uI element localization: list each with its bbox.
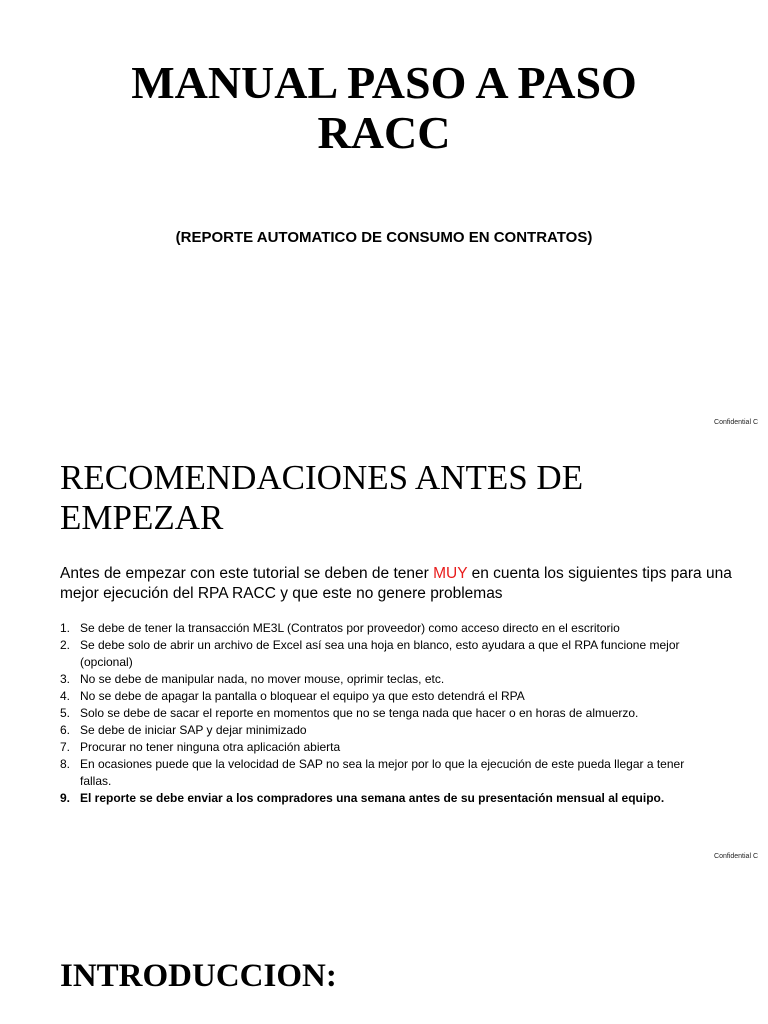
intro-text-start: Antes de empezar con este tutorial se deben de tener	[60, 565, 434, 582]
list-item	[60, 705, 710, 722]
slide-recommendations	[0, 432, 768, 864]
list-number: 3.	[60, 672, 71, 686]
list-number: 9.	[60, 791, 71, 805]
list-text: En ocasiones puede que la velocidad de SAP no sea la mejor por lo que la ejecución de este pueda llegar a tener fallas.	[80, 757, 685, 788]
list-text: No se debe de apagar la pantalla o bloquear el equipo ya que esto detendrá el RPA	[80, 689, 525, 703]
list-item	[60, 620, 710, 637]
list-item	[60, 671, 710, 688]
confidential-label: Confidential C	[714, 853, 758, 860]
list-item	[60, 756, 710, 790]
list-text: Se debe de iniciar SAP y dejar minimizado	[80, 723, 307, 737]
confidential-label: Confidential C	[714, 419, 758, 426]
list-number: 8.	[60, 757, 71, 771]
list-number: 4.	[60, 689, 71, 703]
list-item	[60, 688, 710, 705]
tips-list	[60, 620, 710, 807]
slide-introduction	[0, 864, 768, 1024]
list-item	[60, 790, 710, 807]
list-text: Solo se debe de sacar el reporte en momentos que no se tenga nada que hacer o en horas de almuerzo.	[80, 706, 639, 720]
list-number: 1.	[60, 621, 71, 635]
document-title	[0, 58, 768, 158]
introduction-heading: INTRODUCCION:	[60, 958, 337, 994]
list-number: 7.	[60, 740, 71, 754]
list-text: Se debe de tener la transacción ME3L (Contratos por proveedor) como acceso directo en el escritorio	[80, 621, 620, 635]
document-subtitle: (REPORTE AUTOMATICO DE CONSUMO EN CONTRATOS)	[175, 229, 593, 246]
recommendations-heading	[60, 458, 750, 538]
slide-title	[0, 0, 768, 432]
heading-line-1: RECOMENDACIONES ANTES DE	[60, 458, 584, 497]
list-text: No se debe de manipular nada, no mover mouse, oprimir teclas, etc.	[80, 672, 445, 686]
intro-paragraph	[60, 564, 750, 604]
list-number: 5.	[60, 706, 71, 720]
title-line-2: RACC	[317, 107, 451, 158]
list-text: Se debe solo de abrir un archivo de Excel así sea una hoja en blanco, esto ayudara a que el RPA funcione mejor (opcional)	[80, 638, 680, 669]
title-line-1: MANUAL PASO A PASO	[131, 57, 637, 108]
list-text: Procurar no tener ninguna otra aplicación abierta	[80, 740, 341, 754]
list-number: 2.	[60, 638, 71, 652]
list-item	[60, 637, 710, 671]
list-number: 6.	[60, 723, 71, 737]
heading-line-2: EMPEZAR	[60, 498, 224, 537]
list-item	[60, 722, 710, 739]
intro-highlight: MUY	[433, 565, 468, 582]
list-text: El reporte se debe enviar a los compradores una semana antes de su presentación mensual al equipo.	[80, 791, 665, 805]
list-item	[60, 739, 710, 756]
intro-text-end: en cuenta los siguientes tips para una mejor ejecución del RPA RACC y que este no genere problemas	[60, 565, 732, 602]
